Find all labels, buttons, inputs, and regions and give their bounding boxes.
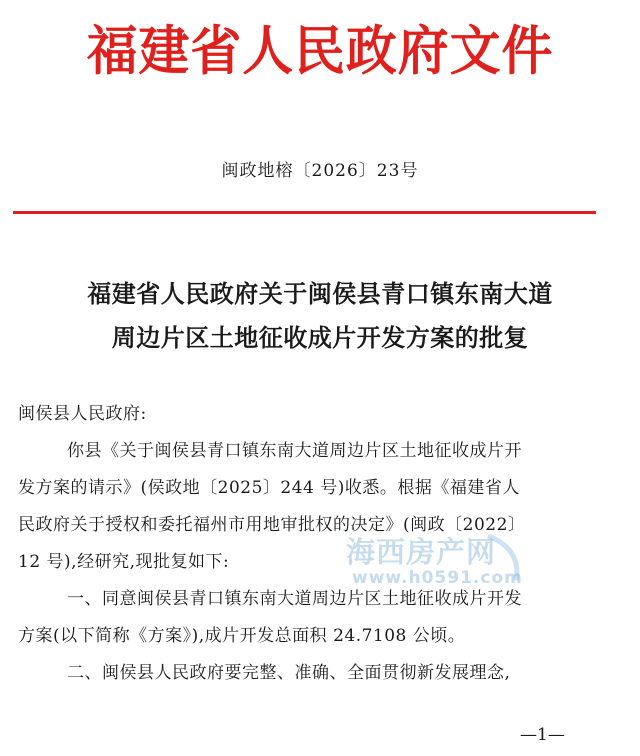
red-divider	[13, 211, 596, 214]
document-body	[18, 396, 618, 692]
page-number: —1—	[520, 725, 565, 745]
paragraph-2-line-2: 方案(以下简称《方案》),成片开发总面积 24.7108 公顷。	[18, 626, 466, 646]
document-title	[0, 272, 640, 360]
paragraph-1-line-2: 发方案的请示》(侯政地〔2025〕244 号)收悉。根据《福建省人	[18, 478, 520, 498]
title-line-2: 周边片区土地征收成片开发方案的批复	[111, 324, 529, 352]
paragraph-1-line-1: 你县《关于闽侯县青口镇东南大道周边片区土地征收成片开	[67, 441, 522, 461]
title-line-1: 福建省人民政府关于闽侯县青口镇东南大道	[87, 280, 553, 308]
paragraph-3-line-1: 二、闽侯县人民政府要完整、准确、全面贯彻新发展理念,	[67, 663, 511, 683]
document-number: 闽政地榕〔2026〕23号	[221, 161, 419, 181]
watermark-name: 海西房产网	[346, 535, 497, 569]
watermark-url: www.h0591.com	[352, 568, 523, 588]
paragraph-2-line-1: 一、同意闽侯县青口镇东南大道周边片区土地征收成片开发	[67, 589, 522, 609]
letterhead-title: 福建省人民政府文件	[86, 21, 554, 82]
paragraph-1-line-4: 12 号),经研究,现批复如下:	[18, 552, 230, 572]
salutation: 闽侯县人民政府:	[18, 404, 147, 424]
paragraph-1-line-3: 民政府关于授权和委托福州市用地审批权的决定》(闽政〔2022〕	[18, 515, 526, 535]
